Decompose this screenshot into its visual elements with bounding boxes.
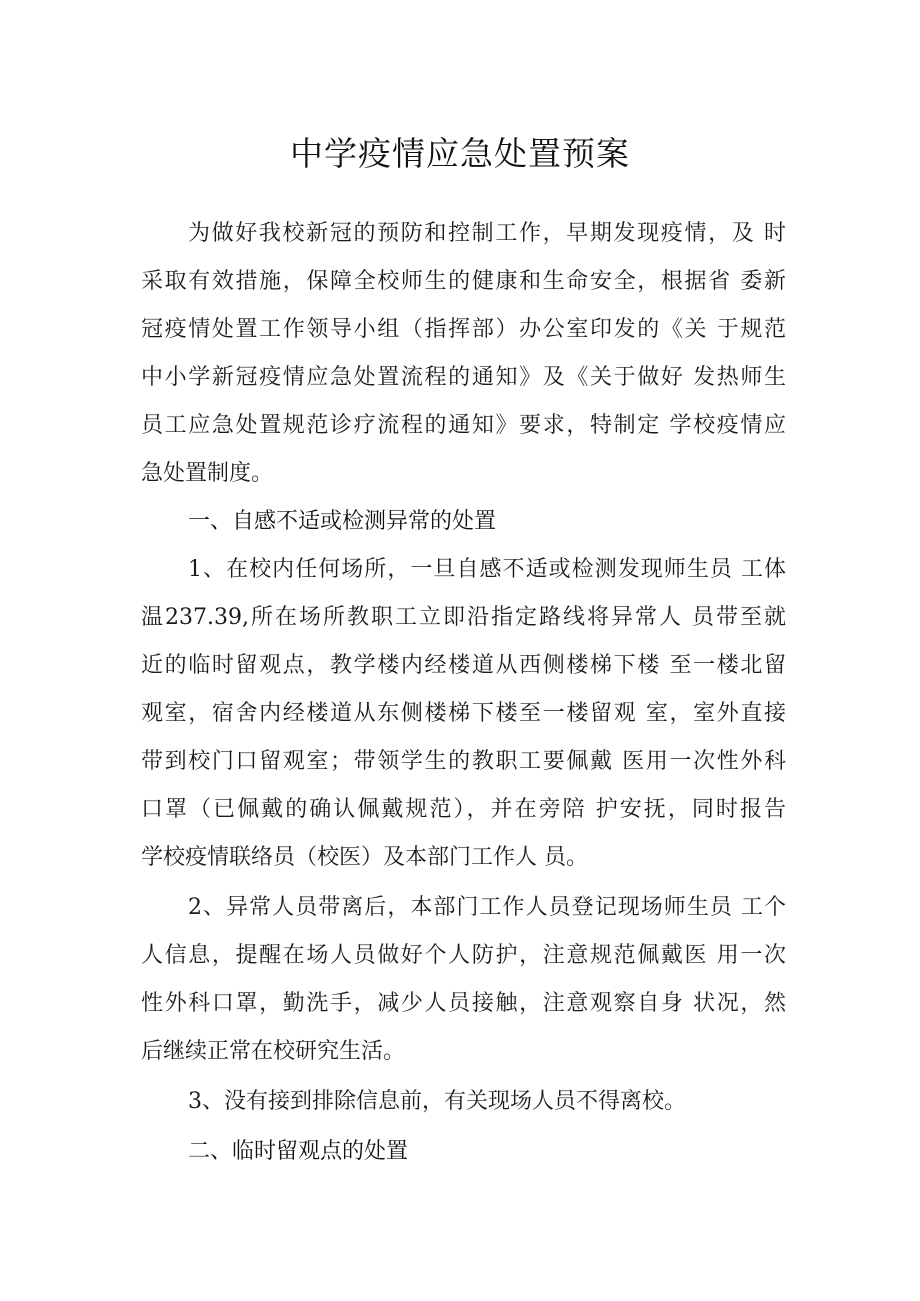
paragraph-line: 为做好我校新冠的预防和控制工作，早期发现疫情，及 时 (188, 221, 786, 246)
paragraph-line: 员工应急处置规范诊疗流程的通知》要求，特制定 学校疫情应 (141, 413, 786, 438)
paragraph-line: 人信息，提醒在场人员做好个人防护，注意规范佩戴医 用一次 (141, 943, 786, 968)
paragraph-line: 观室，宿舍内经楼道从东侧楼梯下楼至一楼留观 室，室外直接 (141, 701, 786, 726)
paragraph-line: 带到校门口留观室；带领学生的教职工要佩戴 医用一次性外科 (141, 749, 786, 774)
paragraph-line: 温237.39,所在场所教职工立即沿指定路线将异常人 员带至就 (141, 605, 786, 630)
paragraph-line: 2、异常人员带离后，本部门工作人员登记现场师生员 工个 (188, 895, 786, 920)
paragraph-line: 采取有效措施，保障全校师生的健康和生命安全，根据省 委新 (141, 269, 786, 294)
paragraph-line: 性外科口罩，勤洗手，减少人员接触，注意观察自身 状况，然 (141, 991, 786, 1016)
paragraph-line: 口罩（已佩戴的确认佩戴规范），并在旁陪 护安抚，同时报告 (141, 797, 786, 822)
paragraph-line: 1、在校内任何场所，一旦自感不适或检测发现师生员 工体 (188, 557, 786, 582)
paragraph-line: 近的临时留观点，教学楼内经楼道从西侧楼梯下楼 至一楼北留 (141, 653, 786, 678)
paragraph-line: 中小学新冠疫情应急处置流程的通知》及《关于做好 发热师生 (141, 365, 786, 390)
section-heading: 一、自感不适或检测异常的处置 (188, 509, 497, 534)
paragraph-line: 3、没有接到排除信息前，有关现场人员不得离校。 (188, 1089, 686, 1114)
paragraph-line: 冠疫情处置工作领导小组（指挥部）办公室印发的《关 于规范 (141, 317, 786, 342)
paragraph-line: 急处置制度。 (141, 461, 274, 486)
paragraph-line: 学校疫情联络员（校医）及本部门工作人 员。 (141, 845, 588, 870)
paragraph-line: 后继续正常在校研究生活。 (141, 1039, 406, 1064)
document-title: 中学疫情应急处置预案 (290, 134, 630, 173)
section-heading: 二、临时留观点的处置 (188, 1139, 409, 1164)
